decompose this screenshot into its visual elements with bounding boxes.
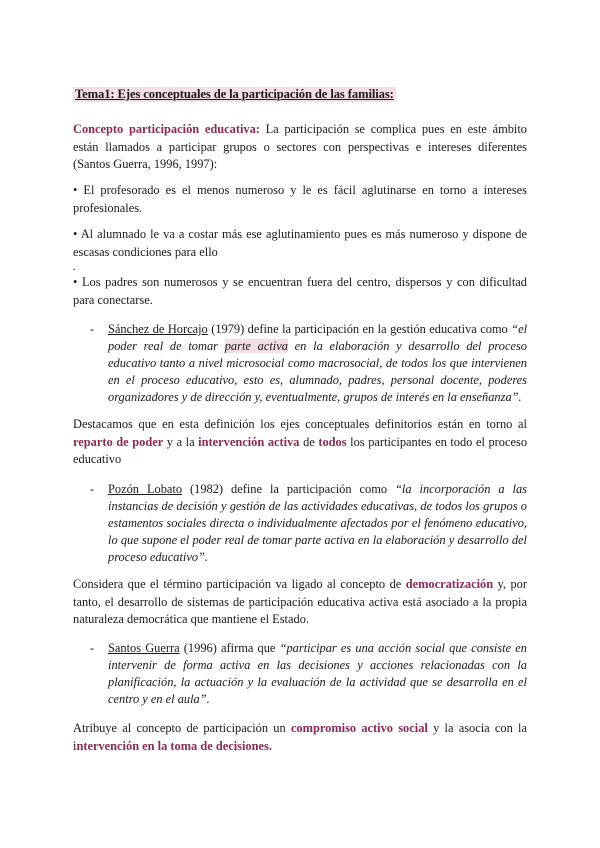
definition-paragraph: Destacamos que en esta definición los ejes conceptuales definitorios están en torno al reparto de poder y a la intervención activa de todos los participantes en todo el proceso educativo — [73, 417, 528, 466]
dash-bullet: - — [90, 482, 95, 496]
bullet-students: • Al alumnado le va a costar más ese aglutinamiento pues es más numeroso y dispone de escasas condiciones para ello — [73, 227, 527, 259]
citation-author: Sánchez de Horcajo — [108, 322, 208, 336]
citation-text: Santos Guerra (1996) afirma que “participar es una acción social que consiste en intervenir de forma activa en las decisiones y acciones relacionadas con la planificación, la actuación y la evaluación de la actividad que se desarrolla en el centro y en el aula”. — [108, 641, 527, 706]
bullet-parents: • Los padres son numerosos y se encuentran fuera del centro, dispersos y con dificultad para conectarse. — [73, 275, 527, 307]
dash-bullet: - — [90, 641, 95, 655]
democratization-paragraph: Considera que el término participación va ligado al concepto de democratización y, por tanto, el desarrollo de sistemas de participación educativa activa está asociado a la propia naturaleza democrática que mantiene el Estado. — [73, 577, 527, 626]
keyword-democratizacion: democratización — [405, 577, 494, 591]
highlighted-phrase: parte activa — [224, 339, 288, 353]
bullet-teachers: • El profesorado es el menos numeroso y le es fácil aglutinarse en torno a intereses profesionales. — [73, 183, 527, 215]
citation-pozon — [90, 481, 527, 566]
intro-term: Concepto participación educativa: — [73, 122, 260, 136]
dash-bullet: - — [90, 322, 95, 336]
citation-santos-guerra — [90, 640, 527, 708]
citation-text: Pozón Lobato (1982) define la participación como “la incorporación a las instancias de decisión y gestión de las actividades educativas, de todos los grupos o estamentos sociales directa o individualmente afectados por el fenómeno educativo, lo que supone el poder real de tomar parte activa en la elaboración y desarrollo del proceso educativo”. — [108, 482, 528, 564]
citation-text: Sánchez de Horcajo (1979) define la participación en la gestión educativa como “el poder real de tomar parte activa en la elaboración y desarrollo del proceso educativo tanto a nivel microsocial como macrosocial, de todos los que intervienen en el proceso educativo, esto es, alumnado, padres, personal docente, poderes organizadores y de dirección y, eventualmente, grupos de interés en la enseñanza”. — [108, 322, 528, 404]
citation-sanchez — [90, 321, 527, 406]
commitment-paragraph: Atribuye al concepto de participación un compromiso activo social y la asocia con la intervención en la toma de decisiones. — [73, 721, 527, 753]
citation-author: Pozón Lobato — [108, 482, 183, 496]
keyword-todos: todos — [318, 434, 347, 449]
citation-author: Santos Guerra — [108, 641, 180, 655]
stray-dot: . — [73, 262, 76, 273]
keyword-reparto-de-poder: reparto de poder — [73, 434, 164, 449]
keyword-compromiso-activo-social: compromiso activo social — [290, 721, 428, 735]
keyword-intervencion-activa: intervención activa — [198, 434, 300, 449]
page-title: Tema1: Ejes conceptuales de la participación de las familias: — [75, 87, 394, 101]
keyword-intervencion-toma-decisiones: ntervención en la toma de decisiones. — [76, 738, 272, 753]
intro-paragraph — [73, 121, 527, 174]
intro-text: La participación se complica pues en este ámbito están llamados a participar grupos o sectores con perspectivas e intereses diferentes (Santos Guerra, 1996, 1997): — [73, 122, 527, 171]
